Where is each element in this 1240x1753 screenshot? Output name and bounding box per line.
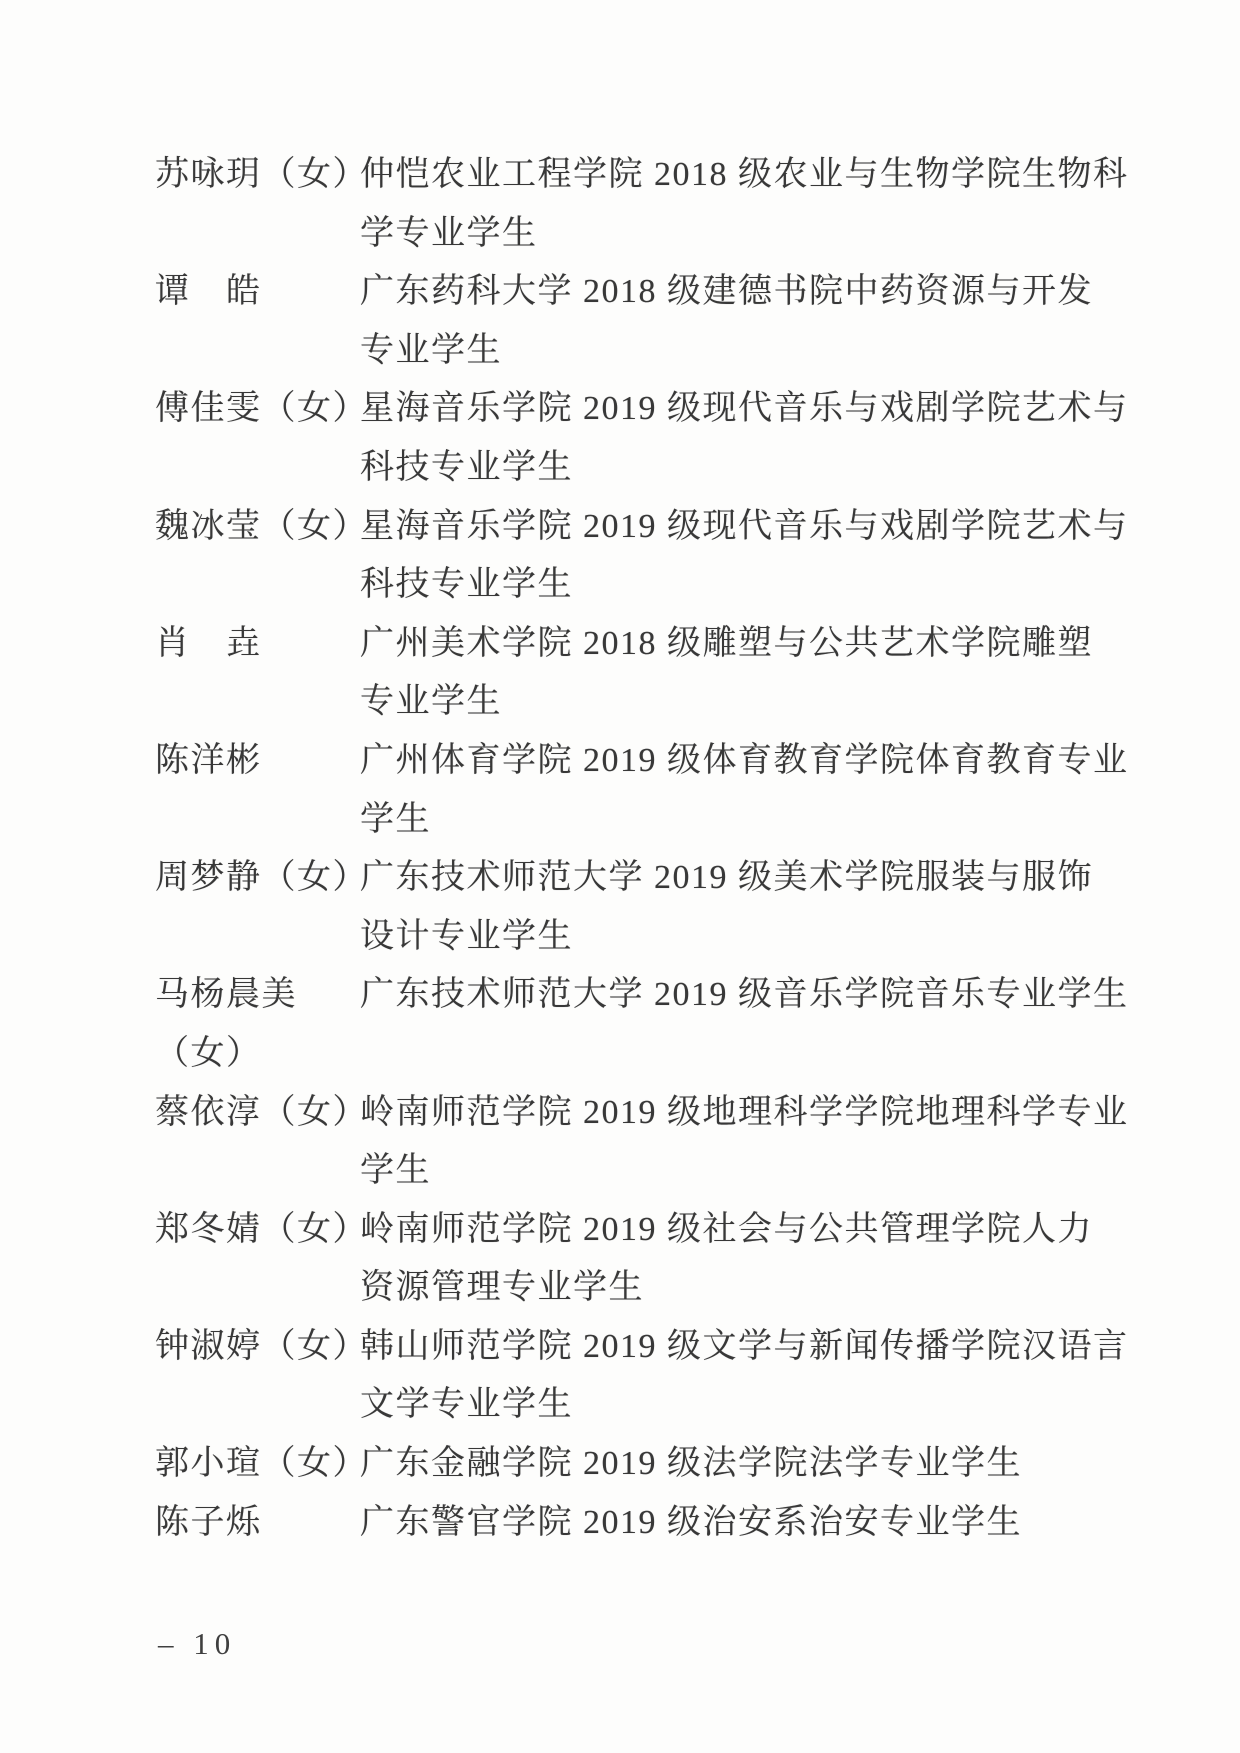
student-name-column [155, 263, 360, 322]
student-desc-column [360, 732, 1129, 849]
student-name-column [155, 380, 368, 439]
student-entry [155, 1494, 1055, 1553]
student-name: 肖 垚 [155, 624, 262, 662]
student-desc-column [360, 1494, 1040, 1553]
student-desc-line: 广东技术师范大学 2019 级美术学院服装与服饰 [360, 859, 1093, 897]
student-desc-line: 广东药科大学 2018 级建德书院中药资源与开发 [360, 273, 1093, 311]
student-name-column [155, 1494, 360, 1553]
student-entry [155, 263, 1093, 380]
student-desc-column [360, 1201, 1093, 1318]
student-desc-line: 学专业学生 [360, 214, 538, 252]
student-desc-line: 学生 [360, 800, 431, 838]
student-name-column [155, 732, 360, 791]
student-desc-line: 文学专业学生 [360, 1386, 573, 1424]
student-entry [155, 849, 1093, 966]
student-entry [155, 1084, 1129, 1201]
student-entry [155, 966, 1129, 1083]
student-name-column [155, 146, 368, 205]
student-name: 苏咏玥（女） [155, 156, 368, 193]
student-desc-line: 资源管理专业学生 [360, 1269, 644, 1307]
student-desc-column [360, 1435, 1040, 1494]
student-entry [155, 1435, 1055, 1494]
student-name-column [155, 1318, 368, 1377]
student-name-column [155, 966, 360, 1083]
student-name-column [155, 1201, 368, 1260]
student-entry [155, 1318, 1129, 1435]
student-desc-column [360, 146, 1129, 263]
student-name: 陈子烁 [155, 1503, 262, 1541]
student-desc-line: 科技专业学生 [360, 448, 573, 486]
student-name: 郑冬婧（女） [155, 1210, 368, 1248]
student-desc-column [360, 1318, 1129, 1435]
student-desc-line: 专业学生 [360, 683, 502, 721]
page-number: – 10 [158, 1626, 237, 1661]
student-desc-line: 广州美术学院 2018 级雕塑与公共艺术学院雕塑 [360, 624, 1093, 662]
student-desc-line: 星海音乐学院 2019 级现代音乐与戏剧学院艺术与 [360, 507, 1129, 545]
student-desc-line: 星海音乐学院 2019 级现代音乐与戏剧学院艺术与 [360, 390, 1129, 428]
student-desc-line: 广东技术师范大学 2019 级音乐学院音乐专业学生 [360, 976, 1129, 1014]
student-name: 郭小瑄（女） [155, 1445, 368, 1483]
student-desc-line: 岭南师范学院 2019 级社会与公共管理学院人力 [360, 1210, 1093, 1248]
student-name-column [155, 849, 368, 908]
student-desc-line: 广东金融学院 2019 级法学院法学专业学生 [360, 1445, 1022, 1483]
student-name: 马杨晨美 [155, 976, 297, 1014]
student-name-column [155, 498, 368, 557]
student-name: 蔡依淳（女） [155, 1093, 368, 1131]
student-name: 陈洋彬 [155, 741, 262, 779]
student-desc-column [360, 966, 1129, 1025]
student-desc-column [360, 263, 1093, 380]
student-desc-line: 学生 [360, 1152, 431, 1190]
student-desc-column [360, 498, 1129, 615]
student-name: 钟淑婷（女） [155, 1327, 368, 1365]
student-desc-column [360, 380, 1129, 497]
student-desc-column [360, 849, 1093, 966]
student-name-suffix: （女） [155, 1034, 262, 1072]
student-entry [155, 732, 1129, 849]
student-desc-line: 韩山师范学院 2019 级文学与新闻传播学院汉语言 [360, 1327, 1129, 1365]
student-desc-line: 科技专业学生 [360, 566, 573, 604]
student-desc-column [360, 1084, 1129, 1201]
student-name-column [155, 1084, 368, 1143]
student-desc-line: 广东警官学院 2019 级治安系治安专业学生 [360, 1503, 1022, 1541]
student-entry [155, 498, 1129, 615]
student-desc-line: 岭南师范学院 2019 级地理科学学院地理科学专业 [360, 1093, 1129, 1131]
student-entry [155, 146, 1129, 263]
student-desc-line: 广州体育学院 2019 级体育教育学院体育教育专业 [360, 741, 1129, 779]
student-entry [155, 380, 1129, 497]
student-name: 魏冰莹（女） [155, 507, 368, 545]
student-roster [155, 146, 1129, 1552]
student-entry [155, 615, 1093, 732]
student-name: 周梦静（女） [155, 859, 368, 897]
student-name: 傅佳雯（女） [155, 390, 368, 428]
student-desc-line: 专业学生 [360, 331, 502, 369]
student-desc-line: 仲恺农业工程学院 2018 级农业与生物学院生物科 [360, 156, 1129, 193]
student-name-column [155, 615, 360, 674]
student-desc-column [360, 615, 1093, 732]
student-name-column [155, 1435, 368, 1494]
student-name: 谭 皓 [155, 273, 262, 311]
student-entry [155, 1201, 1093, 1318]
student-desc-line: 设计专业学生 [360, 917, 573, 955]
